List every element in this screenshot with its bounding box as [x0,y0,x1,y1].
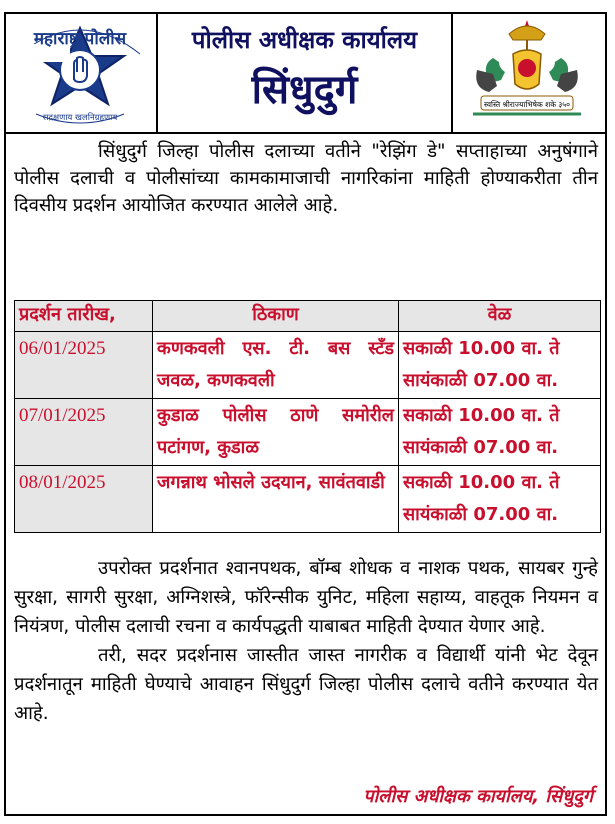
maharashtra-police-star-emblem-icon [6,14,154,128]
header-date: प्रदर्शन तारीख, [15,301,153,332]
signature: पोलीस अधीक्षक कार्यालय, सिंधुदुर्ग [363,786,593,807]
appeal-paragraph: तरी, सदर प्रदर्शनास जास्तीत जास्त नागरीक व विद्यार्थी यांनी भेट देवून प्रदर्शनातून माहिती घेण्याचे आवाहन सिंधुदुर्ग जिल्हा पोलीस दलाचे वतीने करण्यात येत आहे. [14,645,598,724]
table-row [15,399,601,466]
details-block [14,554,598,728]
seal-caption: स्वस्ति श्रीराज्याभिषेक शके ३५० [483,100,571,109]
emblem-top-text: महाराष्ट्र पोलीस [33,29,127,49]
intro-paragraph: सिंधुदुर्ग जिल्हा पोलीस दलाच्या वतीने "रेझिंग डे" सप्ताहाच्या अनुषंगाने पोलीस दलाची व पोलीसांच्या कामकामाजाची नागरिकांना माहिती होण्याकरीता तीन दिवसीय प्रदर्शन आयोजित करण्यात आलेले आहे. [14,141,598,216]
state-seal [453,14,605,132]
letterhead [6,14,605,134]
notice-sheet [4,12,607,816]
row-time: सकाळी 10.00 वा. ते सायंकाळी 07.00 वा. [399,399,601,466]
table-header-row [15,301,601,332]
title-block [158,14,453,132]
table-row [15,466,601,533]
intro-paragraph-block [14,138,598,219]
details-paragraph: उपरोक्त प्रदर्शनात श्वानपथक, बॉम्ब शोधक व नाशक पथक, सायबर गुन्हे सुरक्षा, सागरी सुरक्षा, अग्निशस्त्रे, फॉरेन्सीक युनिट, महिला सहाय्य, वाहतूक नियमन व नियंत्रण, पोलीस दलाची रचना व कार्यपद्धती याबाबत माहिती देण्यात येणार आहे. [14,558,598,637]
emblem-motto: सद्रक्षणाय खलनिग्रहणाय [42,113,118,123]
row-time: सकाळी 10.00 वा. ते सायंकाळी 07.00 वा. [399,332,601,399]
row-date: 07/01/2025 [15,399,153,466]
row-place: कणकवली एस. टी. बस स्टँड जवळ, कणकवली [153,332,399,399]
row-place: जगन्नाथ भोसले उदयान, सावंतवाडी [153,466,399,533]
header-time: वेळ [399,301,601,332]
row-date: 08/01/2025 [15,466,153,533]
district-title: सिंधुदुर्ग [251,67,358,113]
row-time: सकाळी 10.00 वा. ते सायंकाळी 07.00 वा. [399,466,601,533]
header-place: ठिकाण [153,301,399,332]
table-row [15,332,601,399]
exhibition-schedule-table [14,300,601,533]
office-title: पोलीस अधीक्षक कार्यालय [191,26,418,54]
police-logo [6,14,158,132]
maharashtra-state-seal-icon [453,14,601,128]
row-place: कुडाळ पोलीस ठाणे समोरील पटांगण, कुडाळ [153,399,399,466]
row-date: 06/01/2025 [15,332,153,399]
